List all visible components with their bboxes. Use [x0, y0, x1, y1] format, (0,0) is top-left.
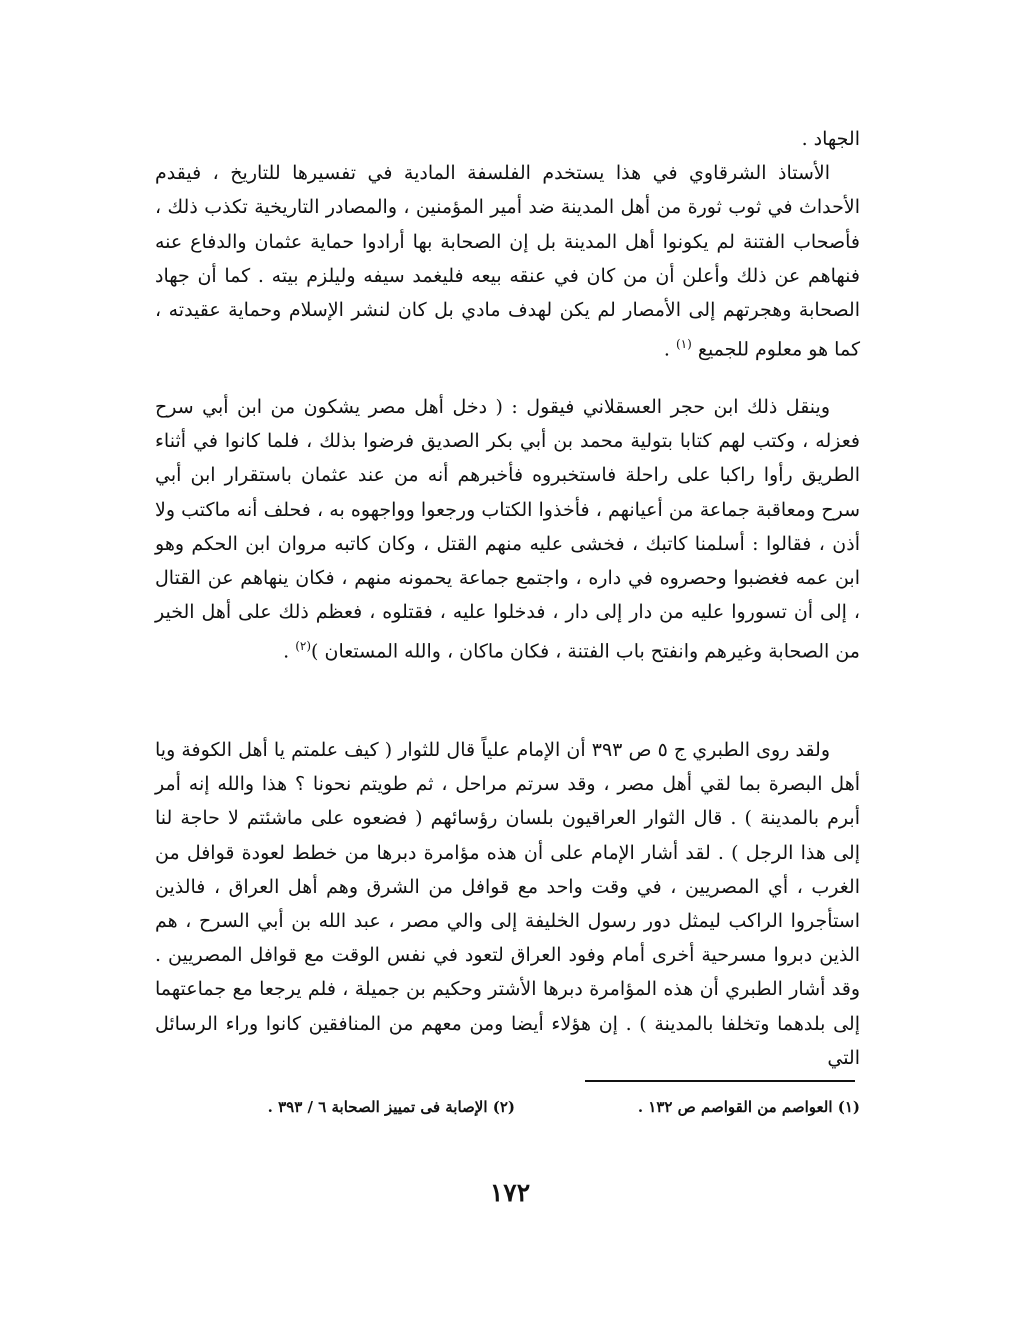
paragraph-end: .: [663, 338, 676, 361]
paragraph-2: [155, 390, 860, 669]
paragraph-1: [155, 122, 860, 367]
paragraph-text: ولقد روى الطبري ج ٥ ص ٣٩٣ أن الإمام علياً قال للثوار ( كيف علمتم يا أهل الكوفة ويا أهل البصرة بما لقي أهل مصر ، وقد سرتم مراحل ، ثم طويتم نحونا ؟ هذا والله إنه أمر أبرم بالمدينة ) . قال الثوار العراقيون بلسان رؤسائهم ( فضعوه على ماشئتم لا حاجة لنا إلى هذا الرجل ) . لقد أشار الإمام على أن هذه مؤامرة دبرها من خطط لعودة قوافل من الغرب ، أي المصريين ، في وقت واحد مع قوافل من الشرق وهم أهل العراق ، فالذين استأجروا الراكب ليمثل دور رسول الخليفة إلى والي مصر ، عبد الله بن أبي السرح ، هم الذين دبروا مسرحية أخرى أمام وفود العراق لتعود في نفس الوقت مع قوافل المصريين . وقد أشار الطبري أن هذه المؤامرة دبرها الأشتر وحكيم بن جميلة ، فلم يرجعا مع جماعتهما إلى بلدهما وتخلفا بالمدينة ) . إن هؤلاء أيضا ومن معهم من المنافقين كانوا وراء الرسائل التي: [155, 739, 860, 1069]
footnote-divider: [585, 1080, 855, 1082]
paragraph-text: [155, 390, 860, 669]
page-number: ١٧٢: [489, 1178, 531, 1207]
paragraph-text: [155, 156, 860, 367]
footnote-2: (٢) الإصابة فى تمييز الصحابة ٦ / ٣٩٣ .: [267, 1098, 515, 1116]
paragraph-body: وينقل ذلك ابن حجر العسقلاني فيقول : ( دخل أهل مصر يشكون من ابن أبي سرح فعزله ، وكتب لهم كتابا بتولية محمد بن أبي بكر الصديق فرضوا بذلك ، فلما كانوا في أثناء الطريق رأوا راكبا على راحلة فاستخبروه فأخبرهم أنه من عند عثمان باستقرار ابن أبي سرح ومعاقبة جماعة من أعيانهم ، فأخذوا الكتاب ورجعوا وواجهوه به ، فحلف أنه ماكتب ولا أذن ، فقالوا : أسلمنا كاتبك ، فخشى عليه منهم القتل ، وكان كاتبه مروان ابن الحكم وهو ابن عمه فغضبوا وحصروه في داره ، واجتمع جماعة يحمونه منهم ، فكان ينهاهم عن القتال ، إلى أن تسوروا عليه من دار إلى دار ، فدخلوا عليه ، فقتلوه ، فعظم ذلك على أهل الخير من الصحابة وغيرهم وانفتح باب الفتنة ، فكان ماكان ، والله المستعان ): [155, 396, 860, 663]
footnote-reference-2: (٢): [295, 639, 312, 654]
paragraph-3: [155, 733, 860, 1075]
paragraph-end: .: [283, 640, 296, 663]
footnote-1: (١) العواصم من القواصم ص ١٣٢ .: [637, 1098, 860, 1116]
paragraph-body: الأستاذ الشرقاوي في هذا يستخدم الفلسفة المادية في تفسيرها للتاريخ ، فيقدم الأحداث في ثوب ثورة من أهل المدينة ضد أمير المؤمنين ، والمصادر التاريخية تكذب ذلك ، فأصحاب الفتنة لم يكونوا أهل المدينة بل إن الصحابة بها أرادوا حماية عثمان والدفاع عنه فنهاهم عن ذلك وأعلن أن من كان في عنقه بيعه فليغمد سيفه وليلزم بيته . كما أن جهاد الصحابة وهجرتهم إلى الأمصار لم يكن لهدف مادي بل كان لنشر الإسلام وحماية عقيدته ، كما هو معلوم للجميع: [155, 162, 860, 361]
footnote-reference-1: (١): [675, 337, 692, 352]
paragraph-continuation-line: الجهاد .: [801, 128, 860, 150]
